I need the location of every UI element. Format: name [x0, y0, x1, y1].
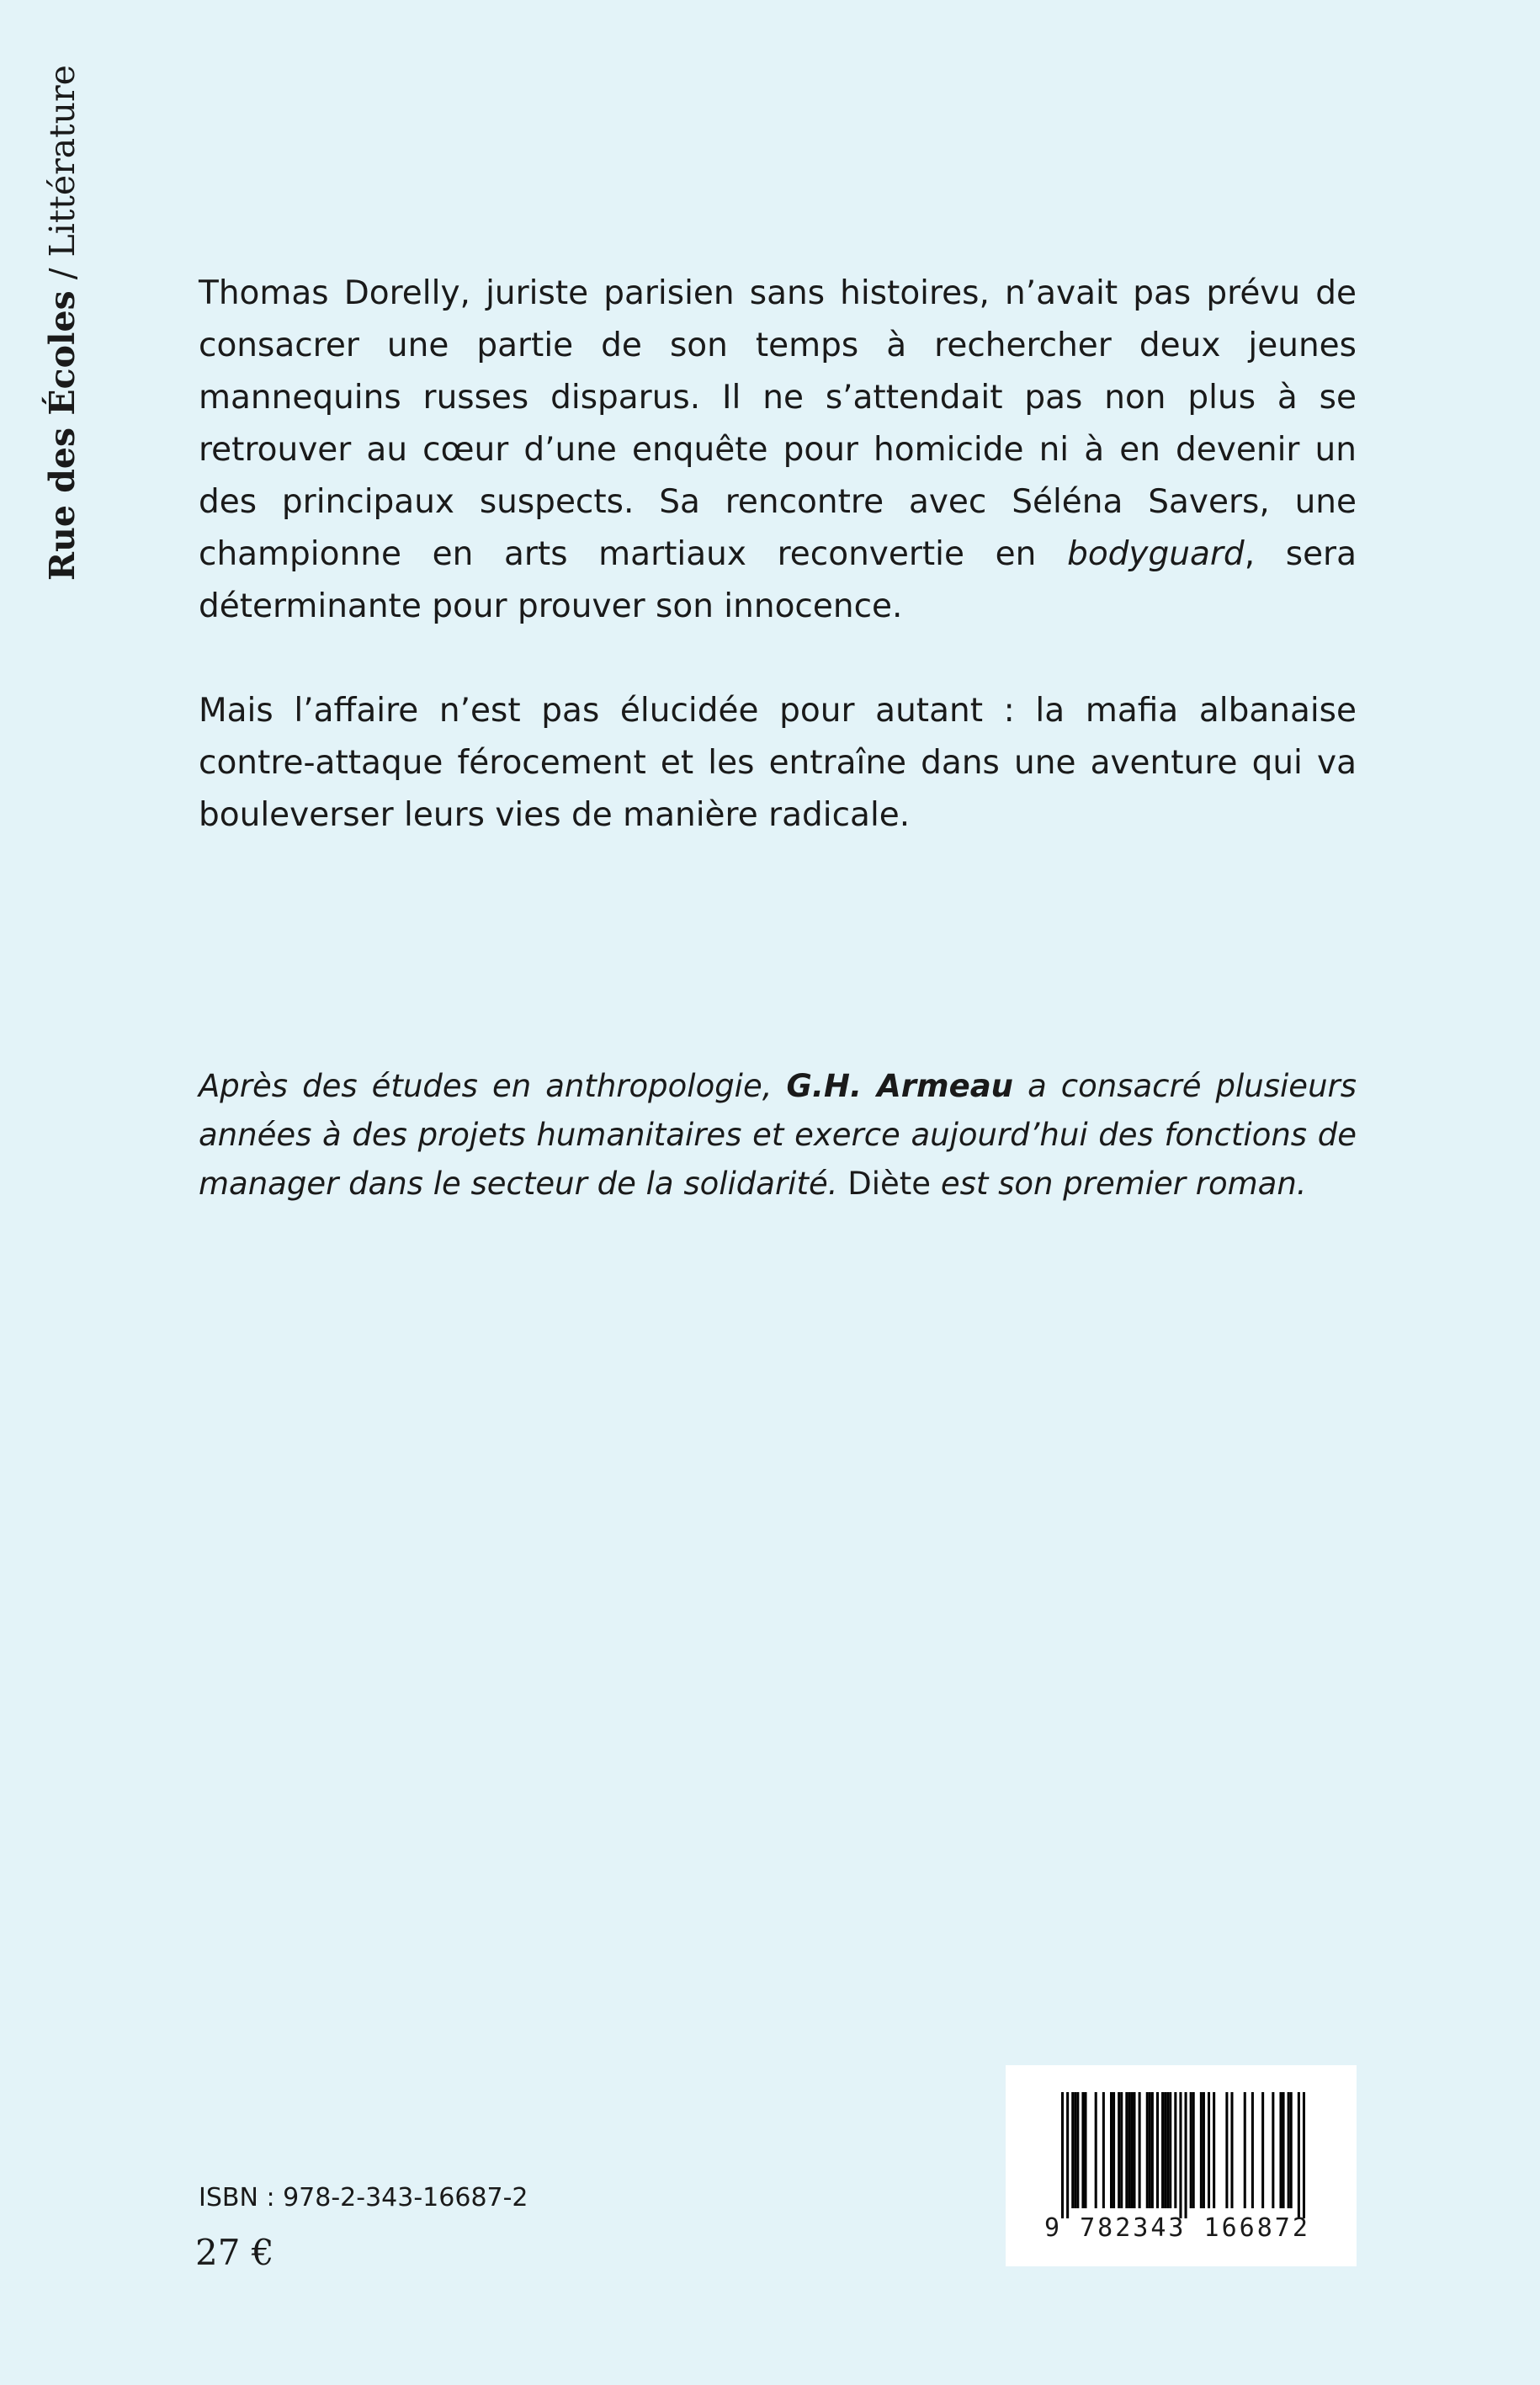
- blurb-text: , sera déterminante pour prouver son innocence.: [199, 535, 1357, 625]
- barcode-bar: [1125, 2092, 1128, 2208]
- bio-text: est son premier roman.: [931, 1166, 1307, 1202]
- barcode-bar: [1146, 2092, 1149, 2208]
- barcode-bar: [1151, 2092, 1154, 2208]
- barcode-bar: [1282, 2092, 1285, 2208]
- barcode-bar: [1166, 2092, 1169, 2208]
- barcode-bar: [1244, 2092, 1246, 2208]
- barcode-bar: [1298, 2092, 1300, 2218]
- barcode-bar: [1071, 2092, 1074, 2208]
- blurb-paragraph-1: [199, 268, 1357, 633]
- barcode-bar: [1113, 2092, 1115, 2208]
- barcode-bar: [1120, 2092, 1123, 2208]
- barcode-bar: [1179, 2092, 1182, 2218]
- spine-series-label: [42, 65, 82, 581]
- barcode-bar: [1261, 2092, 1264, 2208]
- isbn-number: ISBN : 978-2-343-16687-2: [199, 2183, 528, 2212]
- barcode-bar: [1161, 2092, 1164, 2208]
- barcode: [1006, 2065, 1357, 2266]
- barcode-bar: [1130, 2092, 1133, 2208]
- barcode-bar: [1128, 2092, 1130, 2208]
- barcode-bar: [1133, 2092, 1135, 2208]
- barcode-bar: [1095, 2092, 1097, 2208]
- barcode-bar: [1076, 2092, 1079, 2208]
- barcode-bar: [1061, 2092, 1064, 2218]
- blurb-italic-word: bodyguard: [1067, 535, 1245, 573]
- spine-separator: /: [42, 257, 82, 291]
- barcode-bar: [1192, 2092, 1195, 2208]
- barcode-bar: [1185, 2092, 1187, 2218]
- barcode-bar: [1118, 2092, 1120, 2208]
- barcode-bar: [1081, 2092, 1084, 2208]
- barcode-bar: [1164, 2092, 1166, 2208]
- barcode-bar: [1102, 2092, 1105, 2208]
- barcode-bar: [1288, 2092, 1290, 2208]
- barcode-bar: [1139, 2092, 1141, 2208]
- book-title: Diète: [837, 1166, 932, 1202]
- author-name: G.H. Armeau: [786, 1068, 1014, 1104]
- barcode-digits: 9 782343 166872: [1044, 2213, 1310, 2243]
- barcode-bar: [1225, 2092, 1228, 2208]
- back-cover-blurb: [199, 268, 1357, 842]
- barcode-bar: [1174, 2092, 1176, 2208]
- barcode-bar: [1156, 2092, 1159, 2208]
- bio-text: a consacré plusieurs années à des projets humanitaires et exerce aujourd’hui des fonctions de manager dans le secteur de la solidarité.: [199, 1068, 1357, 1202]
- blurb-text: Thomas Dorelly, juriste parisien sans histoires, n’avait pas prévu de consacrer une partie de son temps à rechercher deux jeunes mannequins russes disparus. Il ne s’attendait pas non plus à se retrouver au cœur d’une enquête pour homicide ni à en devenir un des principaux suspects. Sa rencontre avec Séléna Savers, une championne en arts martiaux reconvertie en: [199, 274, 1357, 573]
- barcode-bar: [1110, 2092, 1113, 2208]
- barcode-bar: [1200, 2092, 1203, 2208]
- barcode-bar: [1149, 2092, 1151, 2208]
- barcode-bar: [1290, 2092, 1293, 2208]
- barcode-bar: [1230, 2092, 1233, 2208]
- barcode-bar: [1303, 2092, 1305, 2218]
- barcode-bar: [1190, 2092, 1192, 2208]
- barcode-bar: [1203, 2092, 1205, 2208]
- barcode-bar: [1272, 2092, 1274, 2208]
- barcode-bar: [1084, 2092, 1086, 2208]
- blurb-paragraph-2: Mais l’affaire n’est pas élucidée pour autant : la mafia albanaise contre-attaque férocement et les entraîne dans une aventure qui va bouleverser leurs vies de manière radicale.: [199, 692, 1357, 834]
- series-name: Rue des Écoles: [42, 290, 82, 581]
- collection-name: Littérature: [42, 65, 82, 258]
- barcode-bar: [1066, 2092, 1069, 2218]
- price: 27 €: [195, 2232, 274, 2273]
- barcode-bar: [1279, 2092, 1282, 2208]
- barcode-bar: [1251, 2092, 1254, 2208]
- barcode-bar: [1213, 2092, 1215, 2208]
- barcode-bar: [1074, 2092, 1076, 2208]
- barcode-bar: [1208, 2092, 1210, 2208]
- barcode-bars: [1061, 2092, 1305, 2218]
- bio-text: Après des études en anthropologie,: [199, 1068, 787, 1104]
- author-bio: [199, 1062, 1357, 1208]
- barcode-bar: [1169, 2092, 1171, 2208]
